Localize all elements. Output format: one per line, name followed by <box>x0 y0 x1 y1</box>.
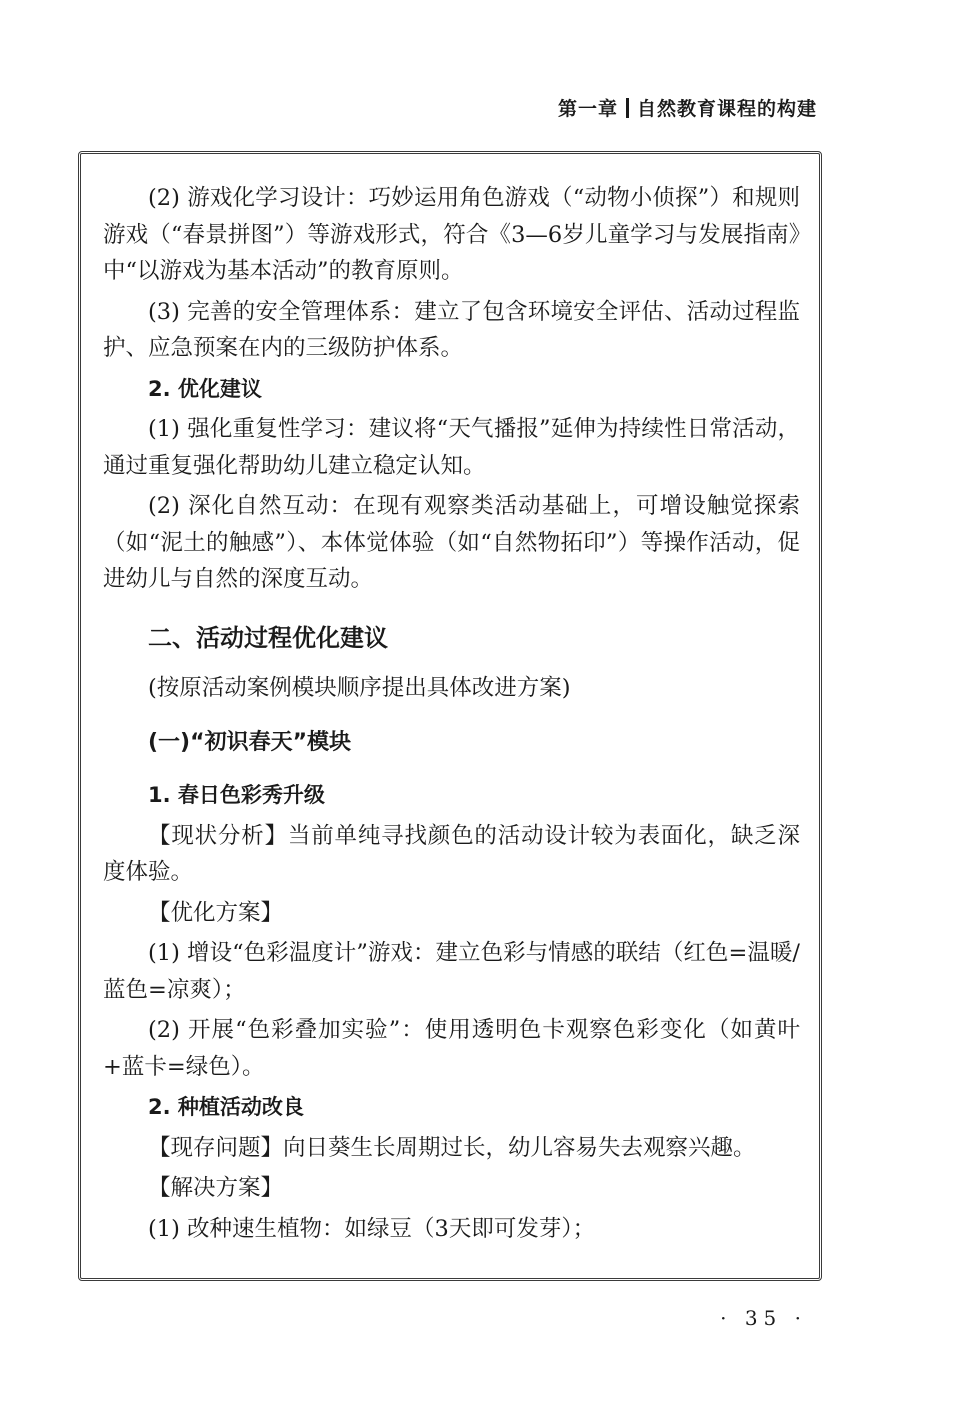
paragraph: 【现存问题】向日葵生长周期过长，幼儿容易失去观察兴趣。 <box>148 1134 756 1161</box>
page-number: · 35 · <box>720 1306 807 1330</box>
paragraph: (3) 完善的安全管理体系：建立了包含环境安全评估、活动过程监护、应急预案在内的三级防护体系。 <box>103 298 800 361</box>
page-body <box>103 180 800 1247</box>
paragraph: (1) 改种速生植物：如绿豆（3天即可发芽）； <box>148 1215 596 1242</box>
subsection-heading: 2. 优化建议 <box>148 376 262 401</box>
chapter-label: 第一章 <box>557 98 618 120</box>
paragraph: (2) 开展“色彩叠加实验”：使用透明色卡观察色彩变化（如黄叶+蓝卡=绿色）。 <box>103 1017 800 1080</box>
running-head <box>558 94 817 121</box>
subsection-heading: 1. 春日色彩秀升级 <box>148 783 325 807</box>
subsection-heading: 2. 种植活动改良 <box>148 1095 304 1119</box>
section-heading: 二、活动过程优化建议 <box>148 623 388 652</box>
paragraph: 【优化方案】 <box>148 899 284 926</box>
paragraph: (1) 强化重复性学习：建议将“天气播报”延伸为持续性日常活动，通过重复强化帮助幼儿建立稳定认知。 <box>103 416 800 479</box>
paragraph: 【解决方案】 <box>148 1175 284 1201</box>
paragraph: (1) 增设“色彩温度计”游戏：建立色彩与情感的联结（红色=温暖/蓝色=凉爽）； <box>103 940 800 1003</box>
header-separator <box>626 98 629 118</box>
paragraph: 【现状分析】当前单纯寻找颜色的活动设计较为表面化，缺乏深度体验。 <box>103 822 800 885</box>
paragraph: (按原活动案例模块顺序提出具体改进方案) <box>148 675 571 701</box>
module-heading: (一)“初识春天”模块 <box>148 729 352 755</box>
chapter-title: 自然教育课程的构建 <box>636 98 817 120</box>
paragraph: (2) 游戏化学习设计：巧妙运用角色游戏（“动物小侦探”）和规则游戏（“春景拼图”）等游戏形式，符合《3—6岁儿童学习与发展指南》中“以游戏为基本活动”的教育原则。 <box>103 185 800 284</box>
paragraph: (2) 深化自然互动：在现有观察类活动基础上，可增设触觉探索（如“泥土的触感”）、本体觉体验（如“自然物拓印”）等操作活动，促进幼儿与自然的深度互动。 <box>103 493 800 592</box>
